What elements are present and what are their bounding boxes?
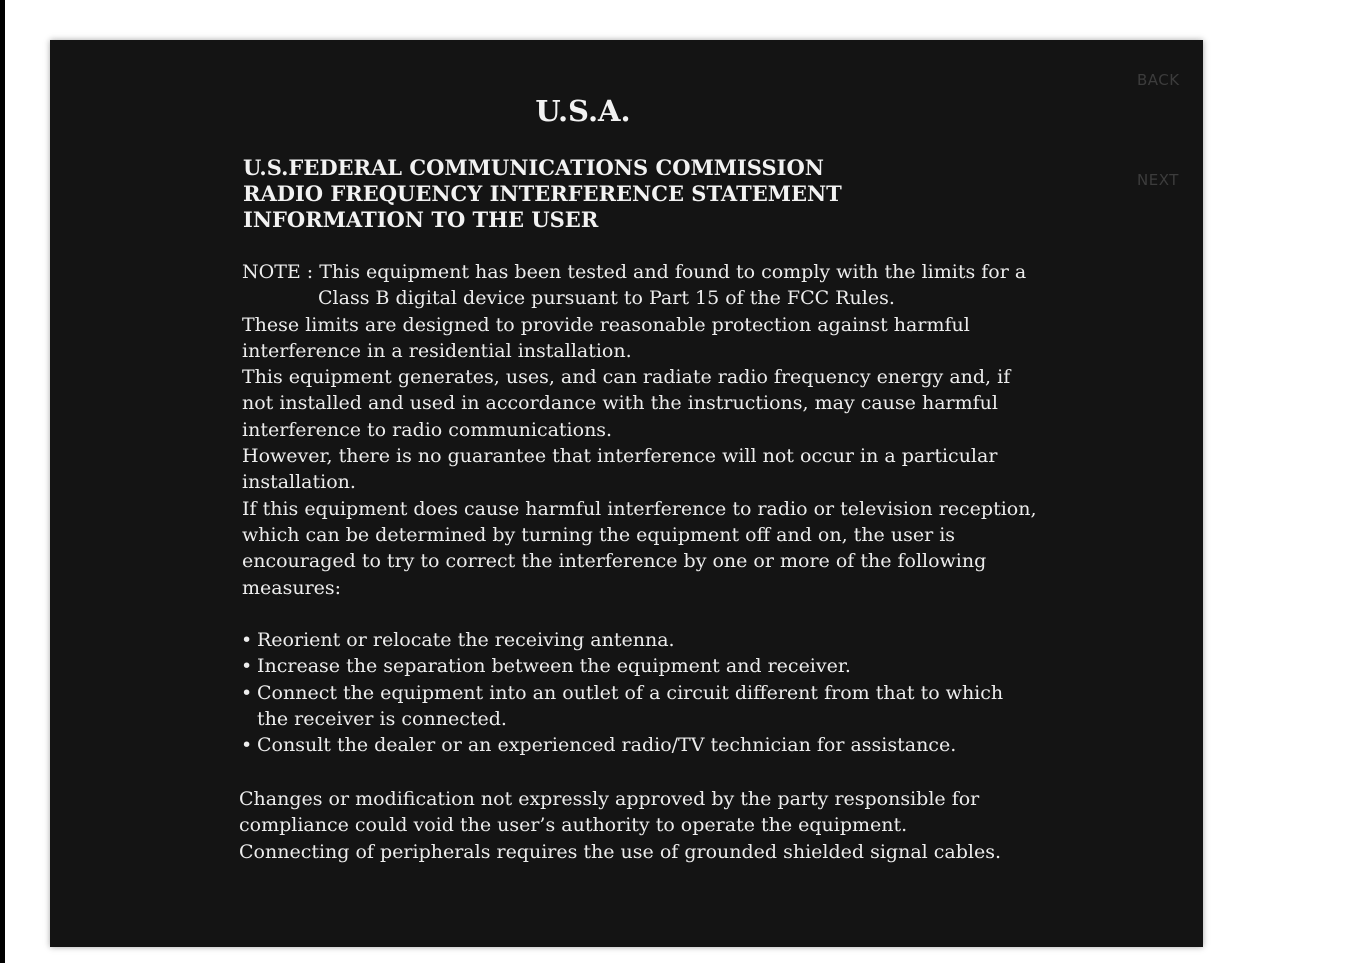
measures-list — [241, 627, 1041, 758]
list-item: • Reorient or relocate the receiving antenna. — [241, 627, 1041, 653]
list-item: • Consult the dealer or an experienced radio/TV technician for assistance. — [241, 732, 1041, 758]
page-title: U.S.A. — [535, 94, 631, 128]
paragraph: This equipment generates, uses, and can radiate radio frequency energy and, if not installed and used in accordance with the instructions, may cause harmful interference to radio communications. — [242, 366, 1011, 441]
list-item: • Increase the separation between the equipment and receiver. — [241, 653, 1041, 679]
back-button[interactable]: BACK — [1137, 71, 1180, 89]
paragraph: Changes or modification not expressly approved by the party responsible for compliance could void the user’s authority to operate the equipment. — [239, 788, 980, 837]
left-edge-bar — [0, 0, 5, 963]
paragraph: These limits are designed to provide reasonable protection against harmful interference in a residential installation. — [242, 313, 970, 362]
statement-body — [242, 259, 1042, 601]
note-line: NOTE : This equipment has been tested and found to comply with the limits for a — [242, 261, 1027, 283]
paragraph: If this equipment does cause harmful interference to radio or television reception, which can be determined by turning the equipment off and on, the user is encouraged to try to correct the interference by one or more of the following measures: — [242, 497, 1037, 599]
heading-line: U.S.FEDERAL COMMUNICATIONS COMMISSION — [243, 155, 824, 180]
statement-headings — [243, 155, 842, 233]
next-button[interactable]: NEXT — [1137, 171, 1179, 189]
heading-line: RADIO FREQUENCY INTERFERENCE STATEMENT — [243, 181, 842, 206]
paragraph: Connecting of peripherals requires the use of grounded shielded signal cables. — [239, 840, 1002, 863]
list-item: • Connect the equipment into an outlet of a circuit different from that to which the receiver is connected. — [241, 680, 1017, 733]
heading-line: INFORMATION TO THE USER — [243, 207, 599, 232]
paragraph: However, there is no guarantee that interference will not occur in a particular installation. — [242, 445, 998, 494]
note-line-indented: Class B digital device pursuant to Part 15 of the FCC Rules. — [318, 287, 895, 310]
closing-text — [239, 786, 1059, 865]
